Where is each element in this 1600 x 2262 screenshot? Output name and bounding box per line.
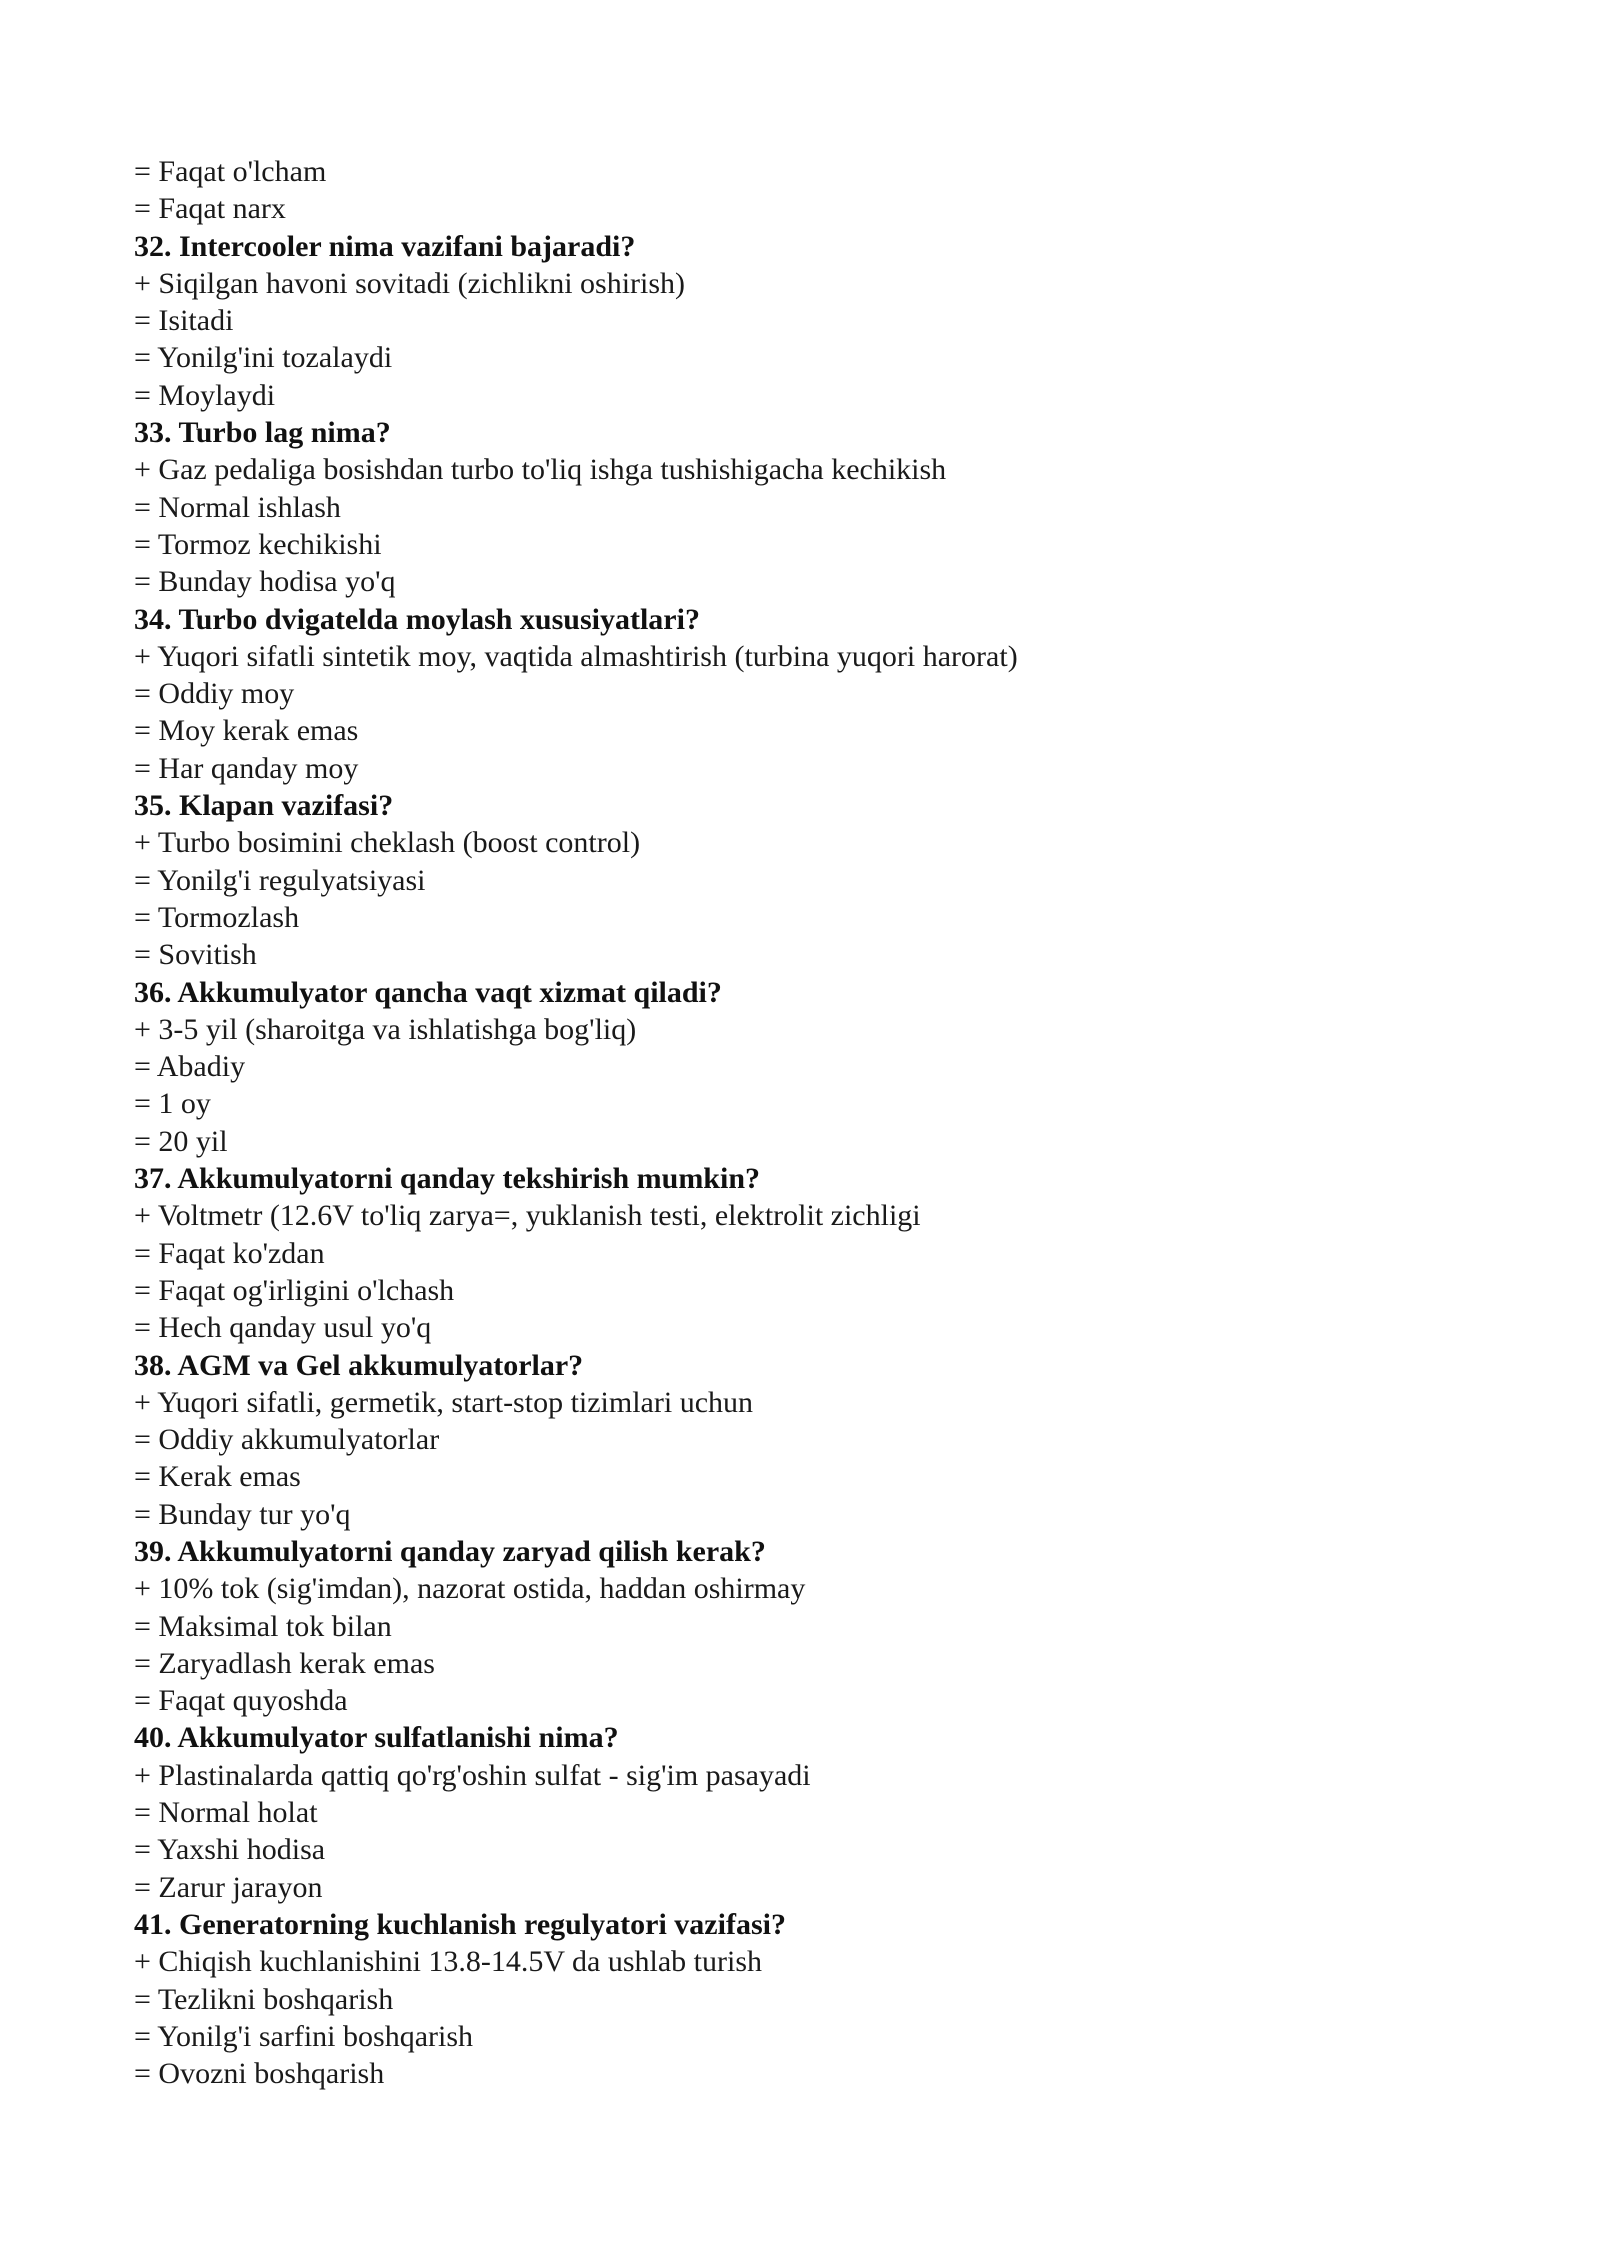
correct-answer-line: + Siqilgan havoni sovitadi (zichlikni oshirish) <box>134 266 686 300</box>
correct-answer-line: + 10% tok (sig'imdan), nazorat ostida, haddan oshirmay <box>134 1572 806 1606</box>
answer-option-line: = Zarur jarayon <box>134 1870 323 1904</box>
answer-option-line: = Zaryadlash kerak emas <box>134 1646 435 1680</box>
answer-option-line: = Yonilg'i regulyatsiyasi <box>134 863 426 897</box>
correct-answer-line: + Plastinalarda qattiq qo'rg'oshin sulfat - sig'im pasayadi <box>134 1758 811 1792</box>
question-heading: 33. Turbo lag nima? <box>134 416 391 450</box>
question-heading: 34. Turbo dvigatelda moylash xususiyatlari? <box>134 602 700 636</box>
answer-option-line: = Normal holat <box>134 1796 318 1830</box>
correct-answer-line: + Gaz pedaliga bosishdan turbo to'liq ishga tushishigacha kechikish <box>134 453 947 487</box>
answer-option-line: = Faqat quyoshda <box>134 1684 348 1718</box>
answer-option-line: = Maksimal tok bilan <box>134 1609 392 1643</box>
document-page <box>134 153 1514 2092</box>
answer-option-line: = Moy kerak emas <box>134 714 359 748</box>
answer-option-line: = Tormozlash <box>134 900 300 934</box>
answer-option-line: = Oddiy moy <box>134 677 295 711</box>
answer-option-line: = Faqat narx <box>134 192 286 226</box>
answer-option-line: = Ovozni boshqarish <box>134 2057 385 2091</box>
correct-answer-line: + Yuqori sifatli sintetik moy, vaqtida almashtirish (turbina yuqori harorat) <box>134 639 1018 673</box>
question-heading: 39. Akkumulyatorni qanday zaryad qilish kerak? <box>134 1534 766 1568</box>
answer-option-line: = Faqat ko'zdan <box>134 1236 325 1270</box>
answer-option-line: = Har qanday moy <box>134 751 359 785</box>
answer-option-line: = Yonilg'ini tozalaydi <box>134 341 393 375</box>
answer-option-line: = Yaxshi hodisa <box>134 1833 326 1867</box>
answer-option-line: = 20 yil <box>134 1124 228 1158</box>
answer-option-line: = Yonilg'i sarfini boshqarish <box>134 2019 474 2053</box>
answer-option-line: = Bunday tur yo'q <box>134 1497 351 1531</box>
question-heading: 38. AGM va Gel akkumulyatorlar? <box>134 1348 584 1382</box>
answer-option-line: = Kerak emas <box>134 1460 301 1494</box>
correct-answer-line: + 3-5 yil (sharoitga va ishlatishga bog'liq) <box>134 1012 637 1046</box>
answer-option-line: = Abadiy <box>134 1050 246 1084</box>
question-heading: 35. Klapan vazifasi? <box>134 789 394 823</box>
answer-option-line: = Moylaydi <box>134 378 276 412</box>
correct-answer-line: + Chiqish kuchlanishini 13.8-14.5V da ushlab turish <box>134 1945 763 1979</box>
correct-answer-line: + Turbo bosimini cheklash (boost control) <box>134 826 641 860</box>
question-heading: 40. Akkumulyator sulfatlanishi nima? <box>134 1721 619 1755</box>
question-heading: 36. Akkumulyator qancha vaqt xizmat qiladi? <box>134 975 722 1009</box>
answer-option-line: = Hech qanday usul yo'q <box>134 1311 432 1345</box>
answer-option-line: = Faqat og'irligini o'lchash <box>134 1273 455 1307</box>
answer-option-line: = Sovitish <box>134 938 257 972</box>
question-heading: 41. Generatorning kuchlanish regulyatori vazifasi? <box>134 1907 786 1941</box>
question-heading: 37. Akkumulyatorni qanday tekshirish mumkin? <box>134 1162 761 1196</box>
answer-option-line: = Isitadi <box>134 304 234 338</box>
correct-answer-line: + Voltmetr (12.6V to'liq zarya=, yuklanish testi, elektrolit zichligi <box>134 1199 921 1233</box>
question-heading: 32. Intercooler nima vazifani bajaradi? <box>134 229 636 263</box>
answer-option-line: = Tezlikni boshqarish <box>134 1982 394 2016</box>
answer-option-line: = Normal ishlash <box>134 490 341 524</box>
answer-option-line: = Oddiy akkumulyatorlar <box>134 1423 440 1457</box>
answer-option-line: = Faqat o'lcham <box>134 155 327 188</box>
answer-option-line: = 1 oy <box>134 1087 211 1121</box>
answer-option-line: = Tormoz kechikishi <box>134 527 382 561</box>
answer-option-line: = Bunday hodisa yo'q <box>134 565 396 599</box>
correct-answer-line: + Yuqori sifatli, germetik, start-stop tizimlari uchun <box>134 1385 754 1419</box>
